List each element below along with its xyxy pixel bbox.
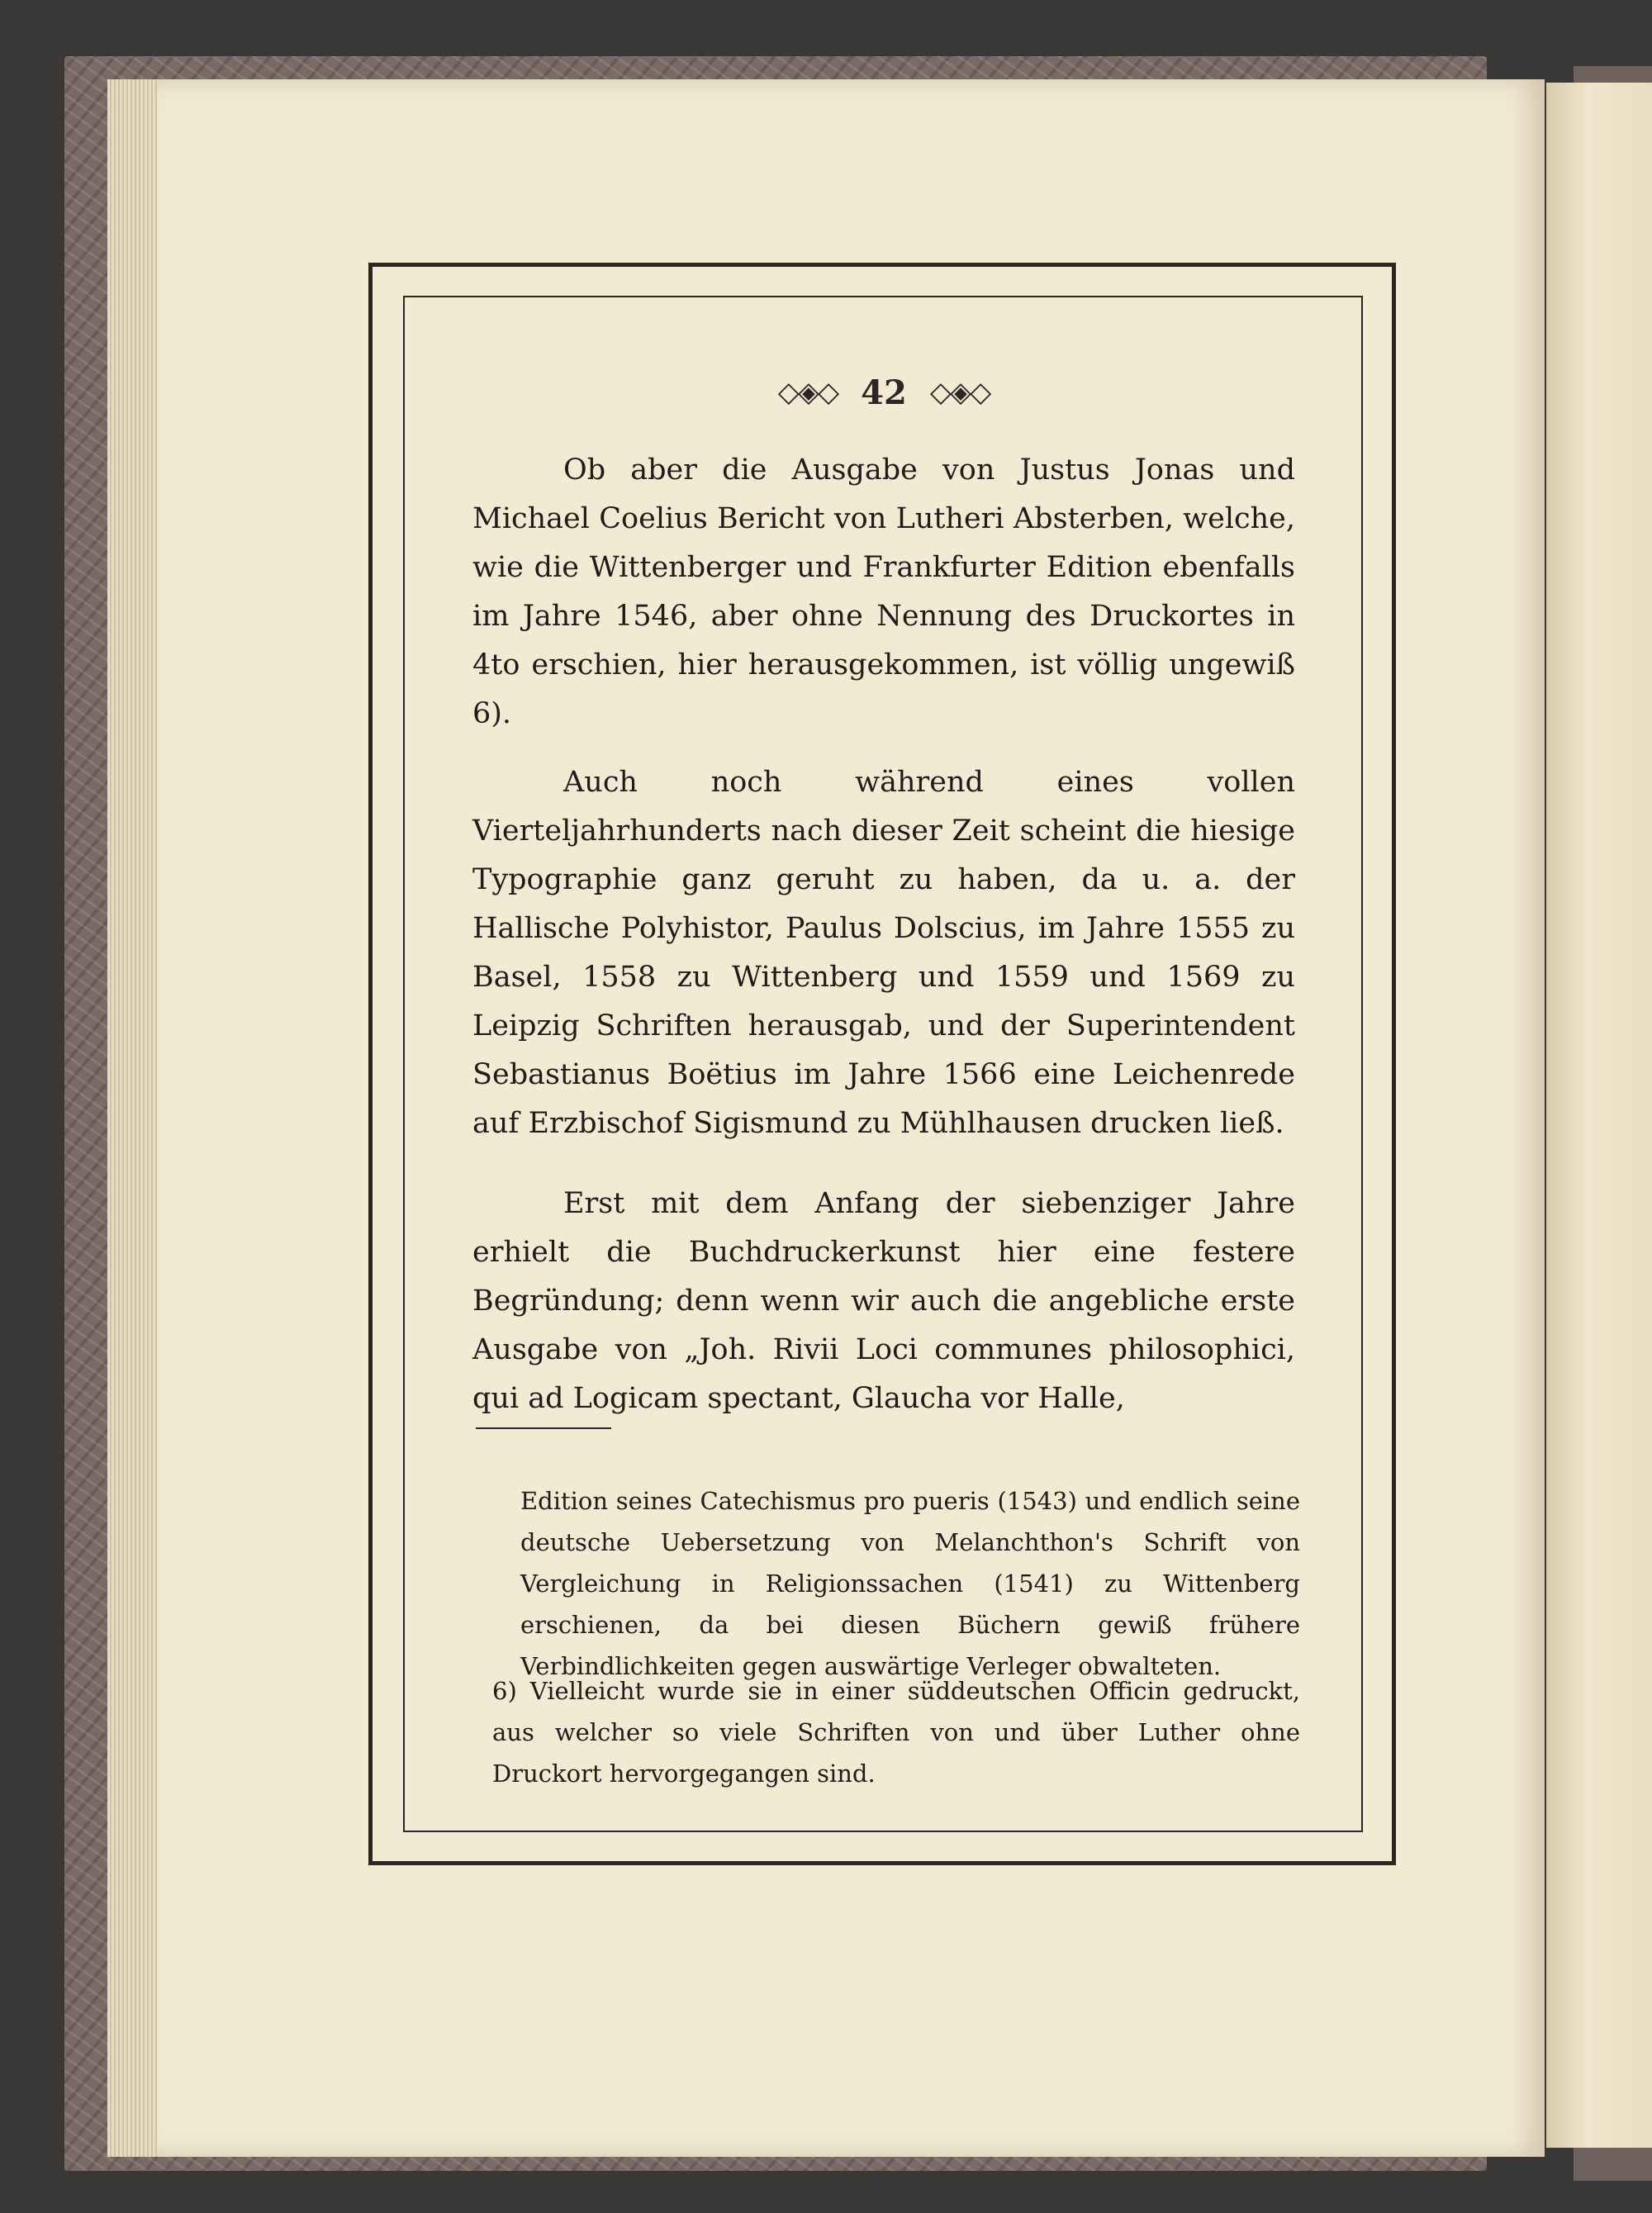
paragraph-text: Erst mit dem Anfang der siebenziger Jahre erhielt die Buchdruckerkunst hier eine festere Begründung; denn wenn wir auch die angebliche erste Ausgabe von „Joh. Rivii Loci communes philosophici, qui ad Logicam spectant, Glaucha vor Halle, [472, 1187, 1295, 1415]
paragraph-text: Ob aber die Ausgabe von Justus Jonas und Michael Coelius Bericht von Lutheri Absterben, welche, wie die Wittenberger und Frankfurter Edition ebenfalls im Jahre 1546, aber ohne Nennung des Druckortes in 4to erschien, hier herausgekommen, ist völlig ungewiß 6). [472, 454, 1295, 730]
paragraph-1 [472, 446, 1295, 738]
footnote-divider [476, 1427, 611, 1429]
facing-page-edge [1546, 83, 1652, 2148]
page-header [760, 368, 1008, 417]
paragraph-2 [472, 758, 1295, 1148]
footnote-continuation: Edition seines Catechismus pro pueris (1543) und endlich seine deutsche Uebersetzung von Melanchthon's Schrift von Vergleichung in Religionssachen (1541) zu Wittenberg erschienen, da bei diesen Büchern gewiß frühere Verbindlichkeiten gegen auswärtige Verleger obwalteten. [520, 1487, 1300, 1680]
footnote-6: 6) Vielleicht wurde sie in einer süddeutschen Officin gedruckt, aus welcher so viele Schriften von und über Luther ohne Druckort hervorgegangen sind. [492, 1677, 1300, 1788]
ornament-right-icon: ◇◈◇ [929, 376, 990, 409]
paragraph-3 [472, 1180, 1295, 1423]
paragraph-text: Auch noch während eines vollen Vierteljahrhunderts nach dieser Zeit scheint die hiesige Typographie ganz geruht zu haben, da u. a. der Hallische Polyhistor, Paulus Dolscius, im Jahre 1555 zu Basel, 1558 zu Wittenberg und 1559 und 1569 zu Leipzig Schriften herausgab, und der Superintendent Sebastianus Boëtius im Jahre 1566 eine Leichenrede auf Erzbischof Sigismund zu Mühlhausen drucken ließ. [472, 766, 1295, 1140]
page-stack-edge [107, 79, 159, 2157]
page-number: 42 [861, 373, 907, 412]
ornament-left-icon: ◇◈◇ [777, 376, 838, 409]
